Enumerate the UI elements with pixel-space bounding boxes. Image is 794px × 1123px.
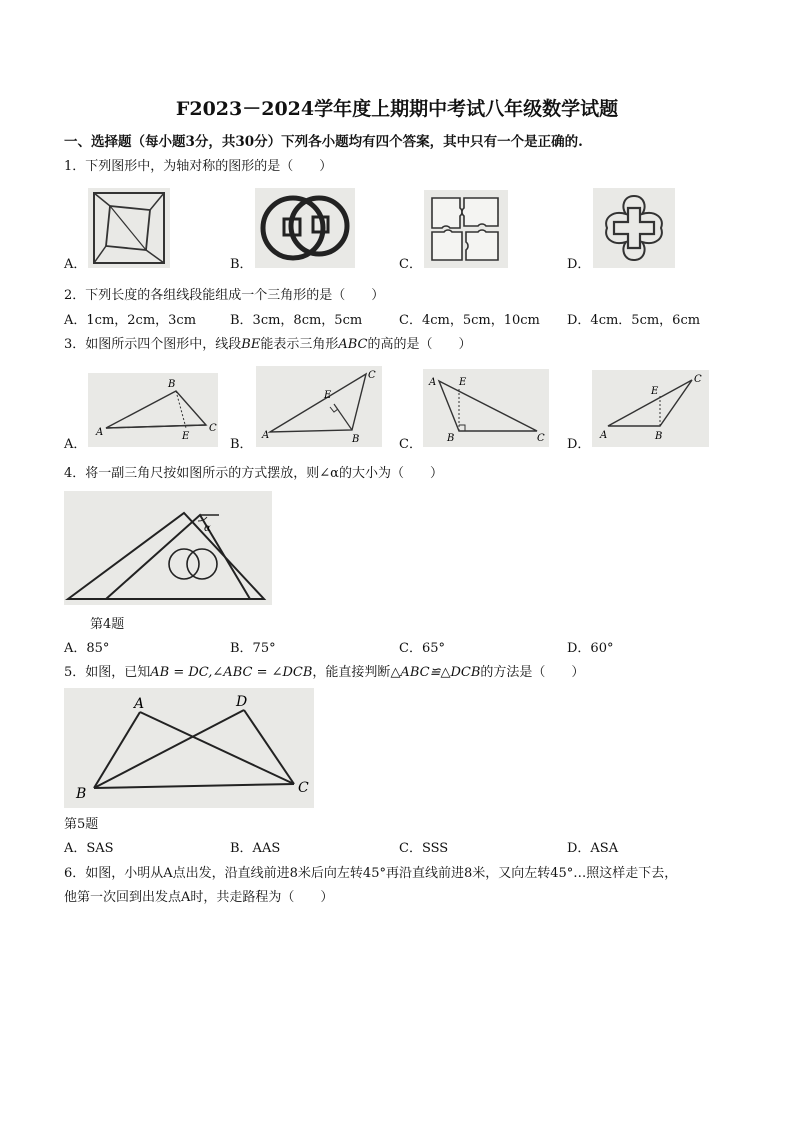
q3-figure-a: [88, 373, 218, 447]
q5-label-a: A: [134, 696, 145, 712]
q3-figure-d: [592, 370, 709, 447]
q3-option-b-label: B．: [230, 437, 253, 452]
q1-figure-b-coins: [255, 188, 355, 268]
q4-alpha-label: α: [204, 523, 211, 534]
q5-conclusion: △ABC≌△DCB: [390, 665, 481, 680]
q4-option-b: B．75°: [230, 641, 276, 656]
q5-stem-part-1: 5．如图，已知: [64, 665, 151, 680]
q3a-label-e: E: [182, 431, 190, 442]
q4-option-d: D．60°: [567, 641, 614, 656]
q3b-label-c: C: [368, 370, 376, 381]
q3-stem-part-2: 能表示三角形: [260, 337, 339, 352]
q4-option-a: A．85°: [64, 641, 110, 656]
q1-option-d-label: D．: [567, 257, 591, 272]
q1-figure-d-cross-ornament: [593, 188, 675, 268]
page-title: F2023－2024学年度上期期中考试八年级数学试题: [175, 98, 619, 120]
question-6-line-2: 他第一次回到出发点A时，共走路程为（ ）: [64, 890, 334, 905]
q5-caption: 第5题: [64, 817, 99, 832]
q5-stem-part-3: 的方法是（ ）: [480, 665, 585, 680]
q3-option-a-label: A．: [64, 437, 87, 452]
q3-figure-c: [423, 369, 549, 447]
q3c-label-c: C: [537, 433, 545, 444]
q3c-label-b: B: [447, 433, 455, 444]
q2-option-d: D．4cm．5cm，6cm: [567, 313, 701, 328]
q3a-label-b: B: [168, 379, 176, 390]
q1-option-c-label: C．: [399, 257, 422, 272]
q1-option-a-label: A．: [64, 257, 87, 272]
q3d-label-c: C: [694, 374, 702, 385]
q5-label-d: D: [236, 694, 248, 710]
q5-label-c: C: [298, 780, 309, 796]
q2-option-b: B．3cm，8cm，5cm: [230, 313, 363, 328]
q3b-label-b: B: [352, 434, 360, 445]
q3-figure-b: [256, 366, 382, 447]
q3d-label-e: E: [651, 386, 659, 397]
section-1-heading: 一、选择题（每小题3分，共30分）下列各小题均有四个答案，其中只有一个是正确的.: [64, 134, 583, 150]
q3d-label-b: B: [655, 431, 663, 442]
q5-option-a: A．SAS: [64, 841, 114, 856]
q4-option-c: C．65°: [399, 641, 445, 656]
q4-caption: 第4题: [90, 617, 125, 632]
q3c-label-e: E: [459, 377, 467, 388]
q5-option-b: B．AAS: [230, 841, 281, 856]
question-5-stem: [64, 665, 584, 681]
q1-figure-c-puzzle: [424, 190, 508, 268]
q3-stem-part-3: 的高的是（ ）: [367, 337, 472, 352]
q3-stem-part-1: 3．如图所示四个图形中，线段: [64, 337, 242, 352]
q3c-label-a: A: [429, 377, 437, 388]
q1-option-b-label: B．: [230, 257, 253, 272]
q3b-label-e: E: [324, 390, 332, 401]
q2-option-a: A．1cm，2cm，3cm: [64, 313, 197, 328]
q4-figure-set-squares: [64, 491, 272, 605]
q1-figure-a-pinwheel-square: [88, 188, 170, 268]
q5-figure-triangles: [64, 688, 314, 808]
q5-option-c: C．SSS: [399, 841, 449, 856]
q3a-label-c: C: [209, 423, 217, 434]
q3-option-d-label: D．: [567, 437, 591, 452]
q3d-label-a: A: [600, 430, 608, 441]
question-3-stem: [64, 337, 472, 353]
q5-condition: AB = DC,∠ABC = ∠DCB: [150, 665, 313, 680]
question-4-stem: 4．将一副三角尺按如图所示的方式摆放，则∠α的大小为（ ）: [64, 466, 443, 481]
q3-option-c-label: C．: [399, 437, 422, 452]
q3-triangle-abc: ABC: [338, 337, 368, 352]
q3-segment-be: BE: [241, 337, 261, 352]
q5-label-b: B: [76, 786, 87, 802]
q5-option-d: D．ASA: [567, 841, 619, 856]
q2-option-c: C．4cm，5cm，10cm: [399, 313, 540, 328]
question-1-stem: 1．下列图形中，为轴对称的图形的是（ ）: [64, 159, 333, 174]
question-2-stem: 2．下列长度的各组线段能组成一个三角形的是（ ）: [64, 288, 385, 303]
question-6-line-1: 6．如图，小明从A点出发，沿直线前进8米后向左转45°再沿直线前进8米，又向左转45°…照这样走下去，: [64, 866, 678, 881]
q3a-label-a: A: [96, 427, 104, 438]
q5-stem-part-2: ，能直接判断: [312, 665, 391, 680]
q3b-label-a: A: [262, 430, 270, 441]
